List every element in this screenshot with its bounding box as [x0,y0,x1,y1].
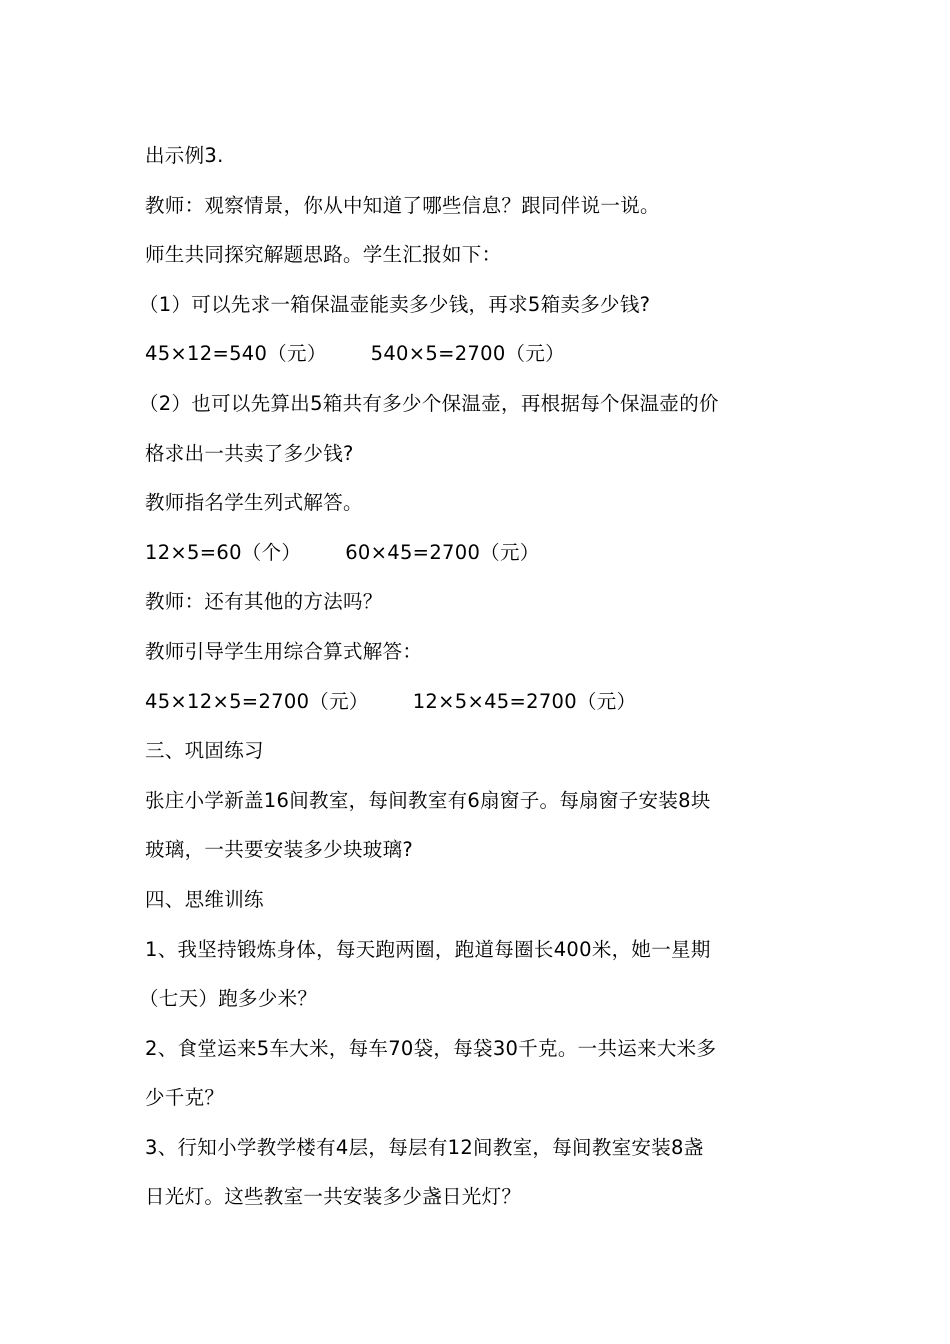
paragraph: 教师引导学生用综合算式解答： [145,639,423,663]
section-heading-thinking: 四、思维训练 [145,887,264,911]
paragraph: 教师指名学生列式解答。 [145,491,363,515]
equation-row [145,528,815,578]
equation-row [145,329,815,379]
exercise-1: 1、我坚持锻炼身体，每天跑两圈，跑道每圈长400米，她一星期 [145,937,711,961]
equation-row [145,677,815,727]
teacher-prompt: 教师：观察情景，你从中知道了哪些信息？跟同伴说一说。 [145,193,660,217]
exercise-3: 3、行知小学教学楼有4层，每层有12间教室，每间教室安装8盏 [145,1135,704,1159]
equation: 45×12=540（元） [145,342,327,366]
equation: 12×5×45=2700（元） [412,689,637,713]
paragraph: 师生共同探究解题思路。学生汇报如下： [145,243,502,267]
equation: 45×12×5=2700（元） [145,689,369,713]
method-two-continued: 格求出一共卖了多少钱? [145,441,354,465]
exercise-3-continued: 日光灯。这些教室一共安装多少盏日光灯？ [145,1185,522,1209]
method-two: （2）也可以先算出5箱共有多少个保温壶，再根据每个保温壶的价 [139,391,719,415]
example-heading: 出示例3. [145,144,224,167]
exercise-1-continued: （七天）跑多少米？ [139,987,318,1011]
equation: 60×45=2700（元） [345,540,540,564]
document-body [139,131,815,1222]
teacher-question: 教师：还有其他的方法吗？ [145,590,383,614]
method-one: （1）可以先求一箱保温壶能卖多少钱，再求5箱卖多少钱? [139,292,651,316]
equation: 540×5=2700（元） [370,342,565,366]
exercise-2: 2、食堂运来5车大米，每车70袋，每袋30千克。一共运来大米多 [145,1036,717,1060]
section-heading-practice: 三、巩固练习 [145,739,264,763]
practice-problem: 张庄小学新盖16间教室，每间教室有6扇窗子。每扇窗子安装8块 [145,788,711,812]
exercise-2-continued: 少千克？ [145,1086,225,1110]
equation: 12×5=60（个） [145,540,302,564]
practice-problem-continued: 玻璃，一共要安装多少块玻璃? [145,838,414,862]
